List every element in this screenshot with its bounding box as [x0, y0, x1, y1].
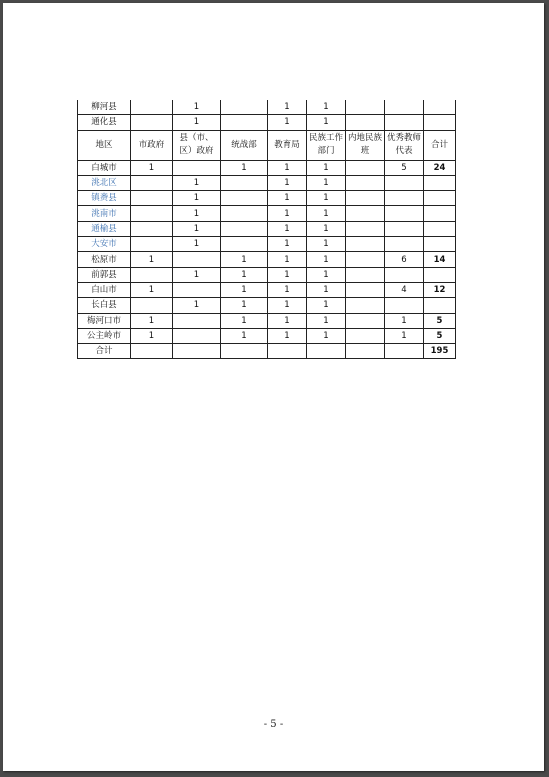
cell-united-front: 1 — [221, 160, 268, 175]
cell-county-gov — [173, 313, 221, 328]
cell-teacher-rep — [385, 175, 424, 190]
cell-region: 白城市 — [78, 160, 131, 175]
cell-city-gov: 1 — [131, 313, 173, 328]
cell-united-front — [221, 221, 268, 236]
header-education: 教育局 — [268, 130, 307, 160]
cell-region: 白山市 — [78, 282, 131, 297]
header-united-front: 统战部 — [221, 130, 268, 160]
cell-united-front — [221, 100, 268, 115]
cell-teacher-rep — [385, 191, 424, 206]
cell-ethnic-affairs: 1 — [307, 115, 346, 130]
cell-ethnic-affairs: 1 — [307, 267, 346, 282]
cell-teacher-rep: 1 — [385, 328, 424, 343]
cell-education: 1 — [268, 206, 307, 221]
cell-education: 1 — [268, 115, 307, 130]
header-county-gov: 县（市、区）政府 — [173, 130, 221, 160]
header-row — [78, 130, 456, 160]
cell-region: 公主岭市 — [78, 328, 131, 343]
cell-education: 1 — [268, 298, 307, 313]
cell-city-gov: 1 — [131, 252, 173, 267]
cell-total — [424, 115, 456, 130]
cell-total — [424, 267, 456, 282]
cell-united-front: 1 — [221, 282, 268, 297]
cell-education: 1 — [268, 267, 307, 282]
cell-inland-class — [346, 313, 385, 328]
cell-total: 12 — [424, 282, 456, 297]
header-total: 合计 — [424, 130, 456, 160]
cell-education: 1 — [268, 252, 307, 267]
table-row — [78, 221, 456, 236]
cell-ethnic-affairs: 1 — [307, 298, 346, 313]
cell-county-gov: 1 — [173, 267, 221, 282]
cell-region: 通化县 — [78, 115, 131, 130]
table-row — [78, 206, 456, 221]
footer-row — [78, 344, 456, 359]
cell-city-gov — [131, 221, 173, 236]
cell-total: 5 — [424, 328, 456, 343]
footer-empty-cell — [268, 344, 307, 359]
cell-teacher-rep — [385, 115, 424, 130]
table-row — [78, 115, 456, 130]
cell-teacher-rep — [385, 237, 424, 252]
cell-region: 松原市 — [78, 252, 131, 267]
footer-empty-cell — [385, 344, 424, 359]
cell-total — [424, 175, 456, 190]
cell-united-front — [221, 237, 268, 252]
cell-total — [424, 100, 456, 115]
cell-teacher-rep: 6 — [385, 252, 424, 267]
table-row — [78, 328, 456, 343]
footer-label: 合计 — [78, 344, 131, 359]
cell-inland-class — [346, 267, 385, 282]
cell-inland-class — [346, 298, 385, 313]
cell-region: 前郭县 — [78, 267, 131, 282]
table-row — [78, 252, 456, 267]
cell-teacher-rep — [385, 206, 424, 221]
cell-city-gov — [131, 237, 173, 252]
cell-ethnic-affairs: 1 — [307, 237, 346, 252]
cell-teacher-rep — [385, 298, 424, 313]
cell-city-gov: 1 — [131, 160, 173, 175]
cell-ethnic-affairs: 1 — [307, 100, 346, 115]
cell-region: 镇赉县 — [78, 191, 131, 206]
cell-county-gov — [173, 252, 221, 267]
cell-total — [424, 298, 456, 313]
header-teacher-rep: 优秀教师代表 — [385, 130, 424, 160]
cell-education: 1 — [268, 282, 307, 297]
cell-region: 梅河口市 — [78, 313, 131, 328]
cell-city-gov — [131, 191, 173, 206]
cell-teacher-rep: 5 — [385, 160, 424, 175]
cell-education: 1 — [268, 221, 307, 236]
staffing-table — [77, 100, 456, 359]
cell-total: 5 — [424, 313, 456, 328]
cell-ethnic-affairs: 1 — [307, 206, 346, 221]
cell-inland-class — [346, 282, 385, 297]
table-row — [78, 191, 456, 206]
table-row — [78, 267, 456, 282]
cell-region: 通榆县 — [78, 221, 131, 236]
cell-region: 洮南市 — [78, 206, 131, 221]
table-row — [78, 298, 456, 313]
footer-empty-cell — [221, 344, 268, 359]
cell-city-gov: 1 — [131, 328, 173, 343]
cell-city-gov — [131, 267, 173, 282]
cell-city-gov: 1 — [131, 282, 173, 297]
cell-teacher-rep: 4 — [385, 282, 424, 297]
table-row — [78, 282, 456, 297]
cell-inland-class — [346, 252, 385, 267]
cell-ethnic-affairs: 1 — [307, 252, 346, 267]
cell-inland-class — [346, 206, 385, 221]
cell-teacher-rep — [385, 100, 424, 115]
page-number: - 5 - — [263, 719, 284, 730]
cell-education: 1 — [268, 191, 307, 206]
table-footer — [78, 344, 456, 359]
cell-inland-class — [346, 237, 385, 252]
cell-county-gov — [173, 282, 221, 297]
cell-ethnic-affairs: 1 — [307, 175, 346, 190]
table-top-rows — [78, 100, 456, 130]
cell-united-front: 1 — [221, 328, 268, 343]
cell-united-front: 1 — [221, 252, 268, 267]
cell-total: 14 — [424, 252, 456, 267]
cell-ethnic-affairs: 1 — [307, 328, 346, 343]
cell-education: 1 — [268, 313, 307, 328]
cell-city-gov — [131, 298, 173, 313]
cell-education: 1 — [268, 328, 307, 343]
cell-county-gov: 1 — [173, 191, 221, 206]
cell-education: 1 — [268, 175, 307, 190]
cell-region: 大安市 — [78, 237, 131, 252]
cell-united-front — [221, 206, 268, 221]
cell-inland-class — [346, 115, 385, 130]
cell-total — [424, 237, 456, 252]
cell-inland-class — [346, 160, 385, 175]
cell-united-front: 1 — [221, 298, 268, 313]
cell-total — [424, 206, 456, 221]
table-body — [78, 160, 456, 344]
cell-inland-class — [346, 100, 385, 115]
footer-empty-cell — [173, 344, 221, 359]
cell-county-gov: 1 — [173, 237, 221, 252]
header-inland-class: 内地民族班 — [346, 130, 385, 160]
cell-inland-class — [346, 221, 385, 236]
table-row — [78, 160, 456, 175]
cell-county-gov — [173, 328, 221, 343]
cell-county-gov — [173, 160, 221, 175]
cell-united-front — [221, 191, 268, 206]
header-city-gov: 市政府 — [131, 130, 173, 160]
cell-county-gov: 1 — [173, 298, 221, 313]
cell-city-gov — [131, 175, 173, 190]
cell-total — [424, 191, 456, 206]
cell-total: 24 — [424, 160, 456, 175]
header-ethnic-affairs: 民族工作部门 — [307, 130, 346, 160]
cell-city-gov — [131, 206, 173, 221]
cell-teacher-rep: 1 — [385, 313, 424, 328]
cell-education: 1 — [268, 160, 307, 175]
cell-teacher-rep — [385, 221, 424, 236]
cell-ethnic-affairs: 1 — [307, 221, 346, 236]
document-page — [3, 3, 544, 771]
cell-ethnic-affairs: 1 — [307, 191, 346, 206]
cell-ethnic-affairs: 1 — [307, 282, 346, 297]
cell-inland-class — [346, 175, 385, 190]
cell-region: 长白县 — [78, 298, 131, 313]
cell-education: 1 — [268, 100, 307, 115]
cell-united-front: 1 — [221, 313, 268, 328]
cell-county-gov: 1 — [173, 221, 221, 236]
cell-united-front — [221, 175, 268, 190]
table-row — [78, 313, 456, 328]
cell-city-gov — [131, 115, 173, 130]
footer-empty-cell — [346, 344, 385, 359]
table-row — [78, 100, 456, 115]
cell-ethnic-affairs: 1 — [307, 313, 346, 328]
footer-empty-cell — [131, 344, 173, 359]
cell-region: 洮北区 — [78, 175, 131, 190]
cell-total — [424, 221, 456, 236]
cell-county-gov: 1 — [173, 175, 221, 190]
footer-grand-total: 195 — [424, 344, 456, 359]
cell-teacher-rep — [385, 267, 424, 282]
cell-region: 柳河县 — [78, 100, 131, 115]
table-header — [78, 130, 456, 160]
cell-county-gov: 1 — [173, 206, 221, 221]
cell-ethnic-affairs: 1 — [307, 160, 346, 175]
cell-county-gov: 1 — [173, 100, 221, 115]
cell-city-gov — [131, 100, 173, 115]
cell-united-front — [221, 115, 268, 130]
header-region: 地区 — [78, 130, 131, 160]
footer-empty-cell — [307, 344, 346, 359]
cell-inland-class — [346, 191, 385, 206]
cell-united-front: 1 — [221, 267, 268, 282]
table-row — [78, 175, 456, 190]
cell-county-gov: 1 — [173, 115, 221, 130]
table-row — [78, 237, 456, 252]
cell-inland-class — [346, 328, 385, 343]
cell-education: 1 — [268, 237, 307, 252]
